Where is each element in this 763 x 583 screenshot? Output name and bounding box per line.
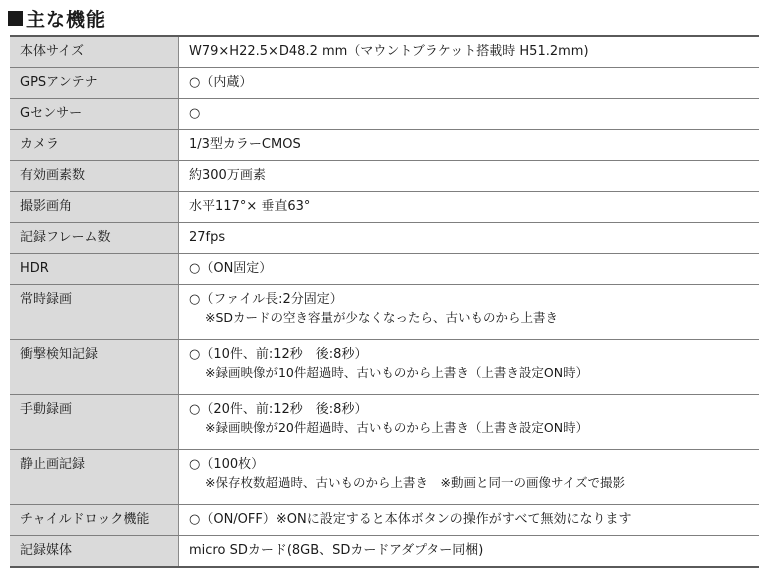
- spec-row-effective-pixels: [10, 161, 759, 192]
- spec-value: W79×H22.5×D48.2 mm（マウントブラケット搭載時 H51.2mm): [179, 36, 760, 68]
- section-heading: [8, 4, 106, 32]
- spec-value-note: ※録画映像が20件超過時、古いものから上書き（上書き設定ON時）: [205, 420, 589, 435]
- spec-label: 静止画記録: [10, 450, 179, 505]
- spec-label: 有効画素数: [10, 161, 179, 192]
- spec-value: ○（内蔵）: [179, 68, 760, 99]
- spec-value-line: ○（10件、前:12秒 後:8秒）: [189, 347, 368, 362]
- spec-value: [179, 395, 760, 450]
- spec-value: ○（ON/OFF）※ONに設定すると本体ボタンの操作がすべて無効になります: [179, 505, 760, 536]
- spec-row-gps-antenna: [10, 68, 759, 99]
- heading-square-marker: [8, 11, 23, 26]
- spec-label: 記録フレーム数: [10, 223, 179, 254]
- spec-label: HDR: [10, 254, 179, 285]
- spec-label: GPSアンテナ: [10, 68, 179, 99]
- spec-row-child-lock: [10, 505, 759, 536]
- spec-value-note: ※録画映像が10件超過時、古いものから上書き（上書き設定ON時）: [205, 365, 589, 380]
- section-heading-text: 主な機能: [26, 8, 107, 31]
- spec-row-frame-rate: [10, 223, 759, 254]
- spec-value-line: ○（20件、前:12秒 後:8秒）: [189, 402, 368, 417]
- spec-value: 水平117°× 垂直63°: [179, 192, 760, 223]
- spec-row-manual-recording: [10, 395, 759, 450]
- spec-value: 約300万画素: [179, 161, 760, 192]
- spec-label: 撮影画角: [10, 192, 179, 223]
- spec-label: カメラ: [10, 130, 179, 161]
- spec-label: 記録媒体: [10, 536, 179, 568]
- spec-label: 常時録画: [10, 285, 179, 340]
- spec-value: [179, 340, 760, 395]
- spec-value-line: ○（100枚）: [189, 457, 265, 472]
- spec-label: 本体サイズ: [10, 36, 179, 68]
- spec-label: Gセンサー: [10, 99, 179, 130]
- spec-row-continuous-recording: [10, 285, 759, 340]
- spec-row-camera: [10, 130, 759, 161]
- spec-value: micro SDカード(8GB、SDカードアダプター同梱): [179, 536, 760, 568]
- spec-row-storage-media: [10, 536, 759, 568]
- spec-row-still-image: [10, 450, 759, 505]
- spec-value-note: ※保存枚数超過時、古いものから上書き ※動画と同一の画像サイズで撮影: [205, 475, 625, 490]
- spec-value: ○: [179, 99, 760, 130]
- spec-value: [179, 285, 760, 340]
- spec-label: 衝撃検知記録: [10, 340, 179, 395]
- spec-row-impact-recording: [10, 340, 759, 395]
- spec-row-view-angle: [10, 192, 759, 223]
- spec-label: 手動録画: [10, 395, 179, 450]
- spec-value-note: ※SDカードの空き容量が少なくなったら、古いものから上書き: [205, 310, 559, 325]
- spec-row-g-sensor: [10, 99, 759, 130]
- spec-value-line: ○（ファイル長:2分固定）: [189, 292, 343, 307]
- spec-value: ○（ON固定）: [179, 254, 760, 285]
- spec-row-hdr: [10, 254, 759, 285]
- spec-value: 27fps: [179, 223, 760, 254]
- spec-label: チャイルドロック機能: [10, 505, 179, 536]
- spec-value: 1/3型カラーCMOS: [179, 130, 760, 161]
- spec-row-body-size: [10, 36, 759, 68]
- spec-value: [179, 450, 760, 505]
- spec-table: [10, 35, 759, 568]
